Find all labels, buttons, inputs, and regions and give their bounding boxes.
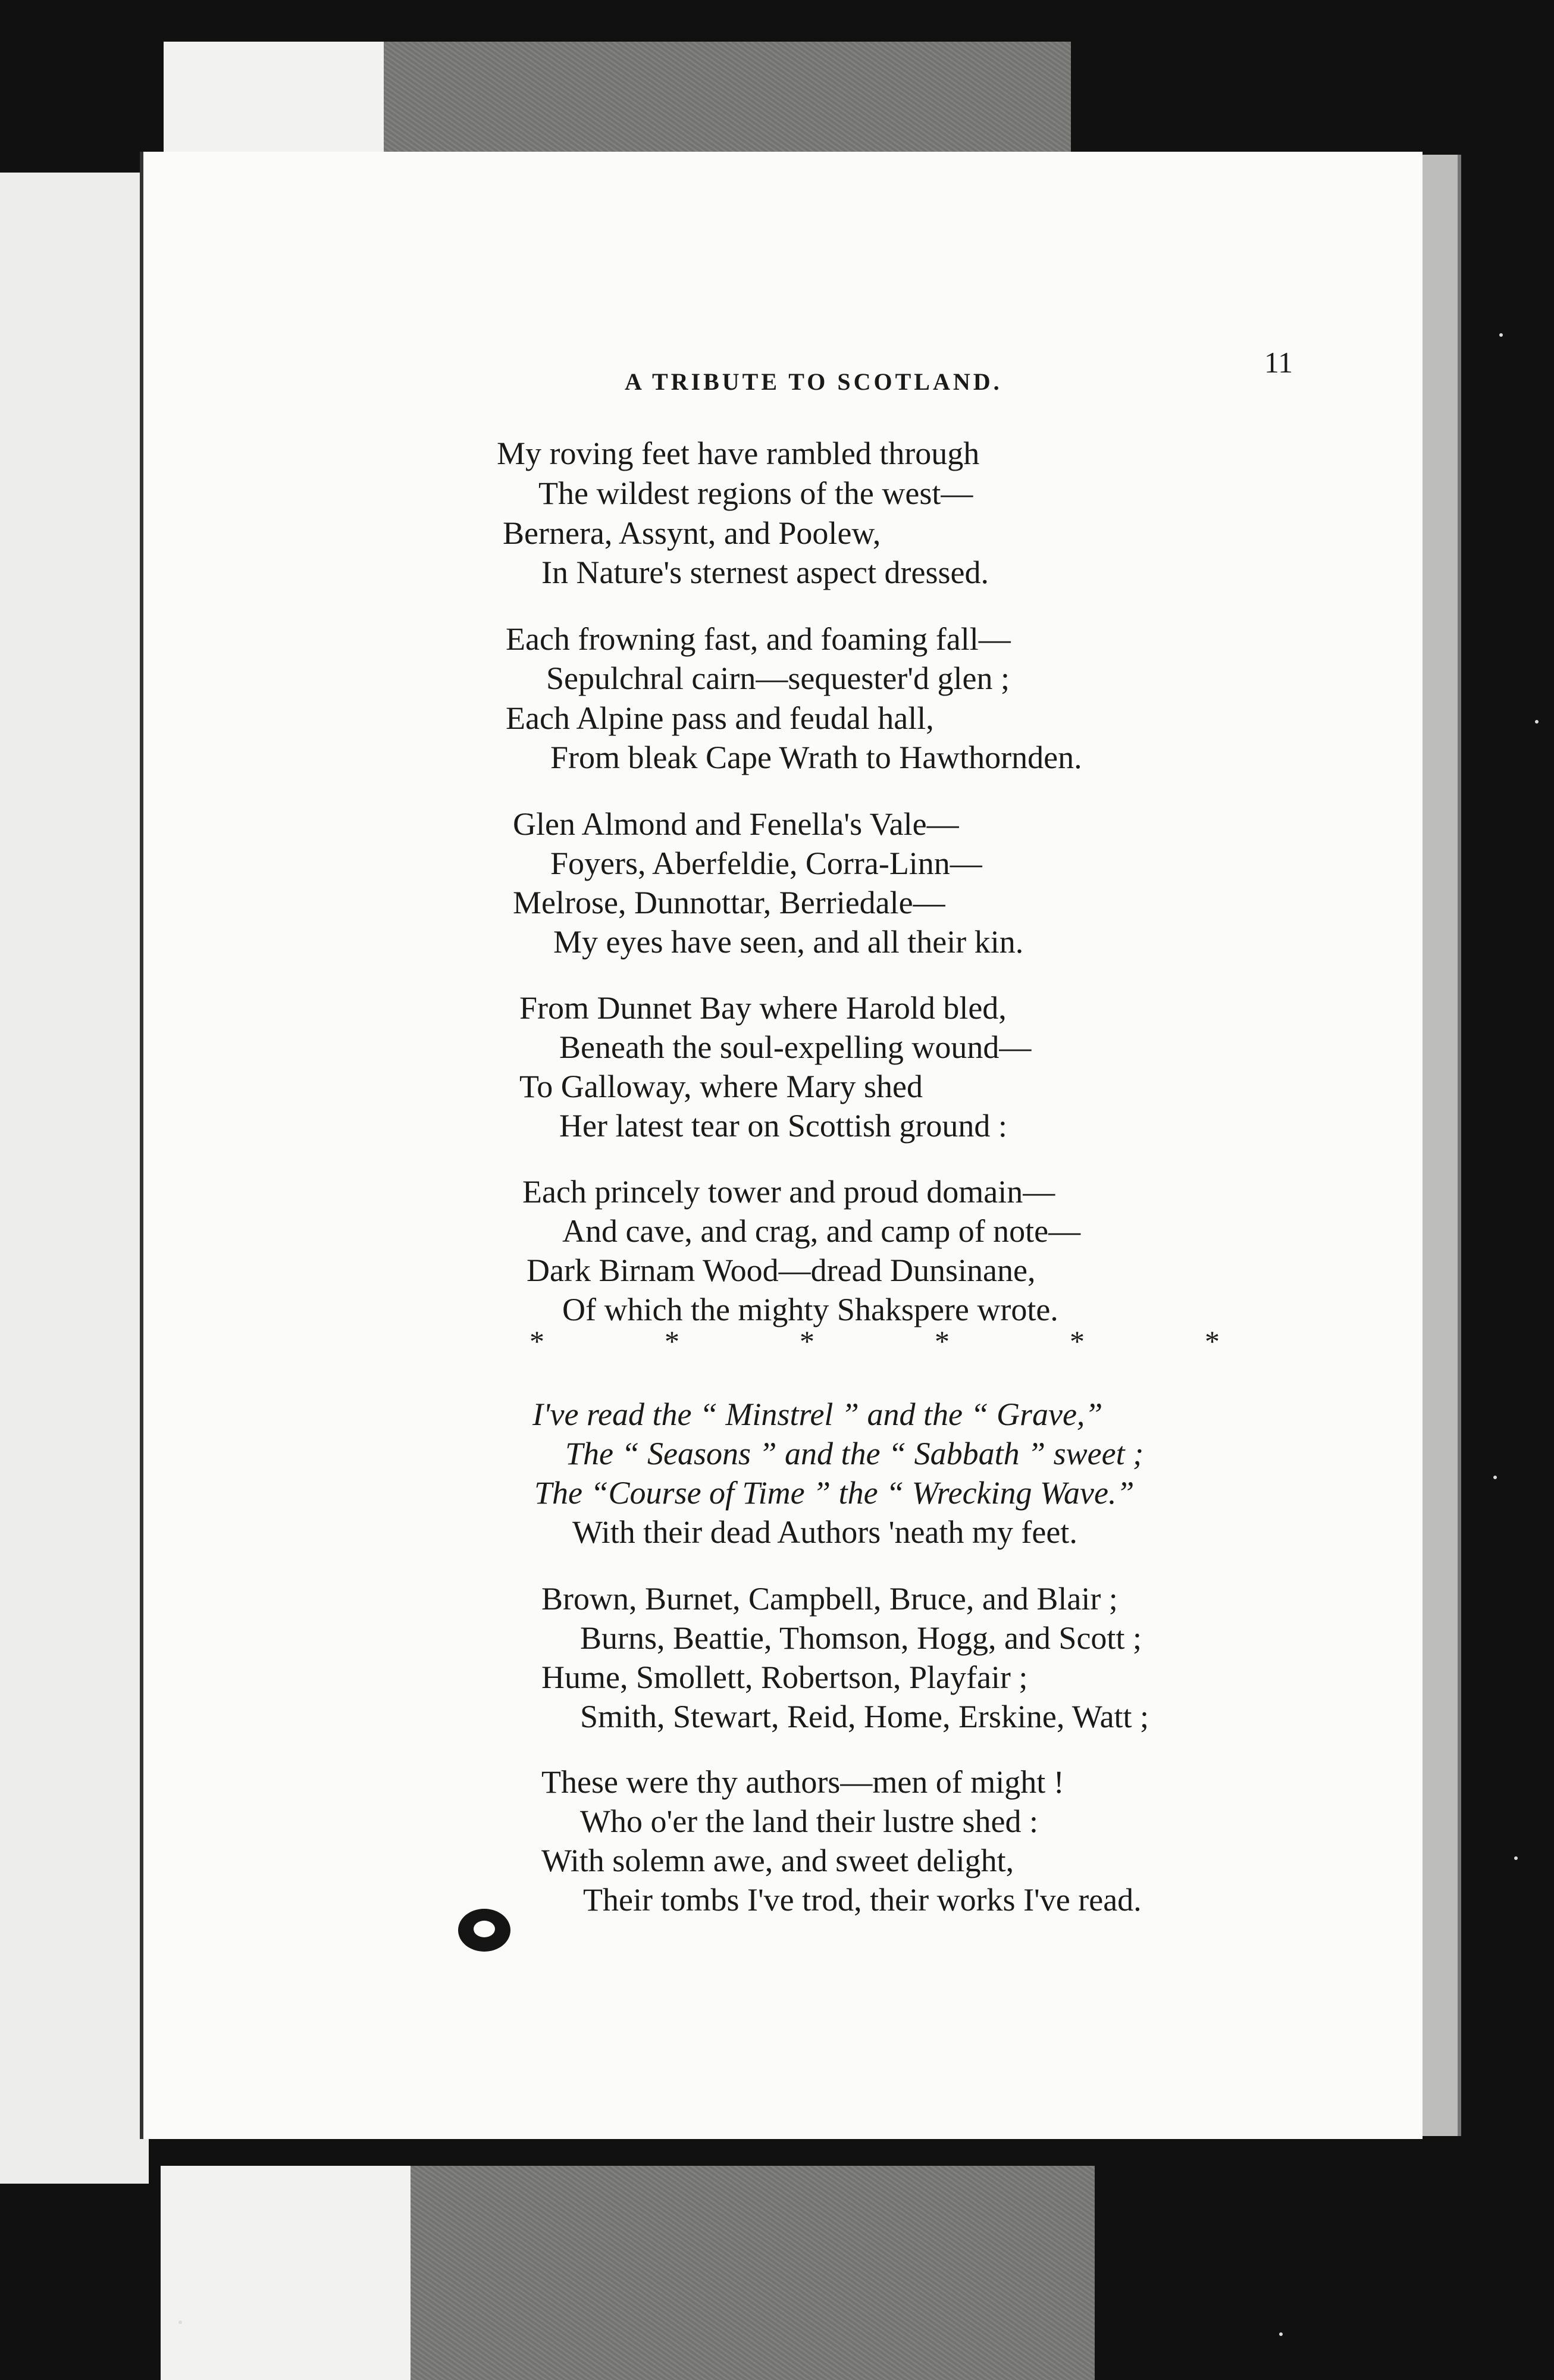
poem-line: Bernera, Assynt, and Poolew, <box>503 515 881 551</box>
poem-line: Each princely tower and proud domain— <box>522 1174 1055 1210</box>
poem-line: Who o'er the land their lustre shed : <box>580 1803 1039 1839</box>
poem-line: The wildest regions of the west— <box>538 475 973 511</box>
dust-speck <box>1514 1856 1518 1860</box>
separator-asterisk: * <box>935 1324 950 1358</box>
poem-line: Her latest tear on Scottish ground : <box>559 1108 1007 1144</box>
poem-line: To Galloway, where Mary shed <box>519 1069 923 1104</box>
dust-speck <box>1279 2332 1283 2336</box>
page-number: 11 <box>1264 346 1293 379</box>
poem-line: The “Course of Time ” the “ Wrecking Wave.” <box>534 1475 1135 1511</box>
ink-blot <box>458 1909 510 1952</box>
poem-line: Of which the mighty Shakspere wrote. <box>562 1292 1058 1327</box>
separator-asterisk: * <box>1070 1324 1085 1358</box>
poem-line: Melrose, Dunnottar, Berriedale— <box>513 885 945 920</box>
poem-line: Glen Almond and Fenella's Vale— <box>513 806 959 842</box>
poem-line: And cave, and crag, and camp of note— <box>562 1213 1081 1249</box>
separator-asterisk: * <box>1205 1324 1220 1358</box>
section-separator <box>530 1324 1220 1358</box>
dust-speck <box>178 2320 182 2324</box>
poem-line: In Nature's sternest aspect dressed. <box>541 555 989 590</box>
poem-line: Sepulchral cairn—sequester'd glen ; <box>546 660 1010 696</box>
separator-asterisk: * <box>800 1324 814 1358</box>
dust-speck <box>1493 1476 1497 1479</box>
separator-asterisk: * <box>665 1324 679 1358</box>
running-head: A TRIBUTE TO SCOTLAND. <box>625 368 1002 395</box>
poem-line: My roving feet have rambled through <box>497 436 980 471</box>
poem-line: Burns, Beattie, Thomson, Hogg, and Scott ; <box>580 1620 1142 1656</box>
poem-line: These were thy authors—men of might ! <box>541 1764 1064 1800</box>
poem-line: Beneath the soul-expelling wound— <box>559 1029 1032 1065</box>
poem-line: My eyes have seen, and all their kin. <box>553 924 1024 960</box>
poem-line: Dark Birnam Wood—dread Dunsinane, <box>527 1252 1036 1288</box>
poem-line: Their tombs I've trod, their works I've read. <box>583 1882 1142 1918</box>
separator-asterisk: * <box>530 1324 544 1358</box>
poem-line: With their dead Authors 'neath my feet. <box>572 1514 1077 1550</box>
poem-line: Foyers, Aberfeldie, Corra-Linn— <box>550 845 982 881</box>
poem-line: With solemn awe, and sweet delight, <box>541 1843 1014 1878</box>
poem-line: I've read the “ Minstrel ” and the “ Grave,” <box>532 1396 1103 1432</box>
poem-line: From Dunnet Bay where Harold bled, <box>519 990 1007 1026</box>
poem-line: Smith, Stewart, Reid, Home, Erskine, Watt ; <box>580 1699 1149 1734</box>
poem-line: Each frowning fast, and foaming fall— <box>506 621 1011 657</box>
poem-line: The “ Seasons ” and the “ Sabbath ” sweet ; <box>565 1436 1144 1471</box>
poem-line: From bleak Cape Wrath to Hawthornden. <box>550 740 1082 775</box>
poem-line: Brown, Burnet, Campbell, Bruce, and Blair ; <box>541 1581 1118 1617</box>
poem-line: Each Alpine pass and feudal hall, <box>506 700 934 736</box>
dust-speck <box>1499 333 1503 337</box>
poem-line: Hume, Smollett, Robertson, Playfair ; <box>541 1659 1028 1695</box>
dust-speck <box>1535 720 1539 724</box>
